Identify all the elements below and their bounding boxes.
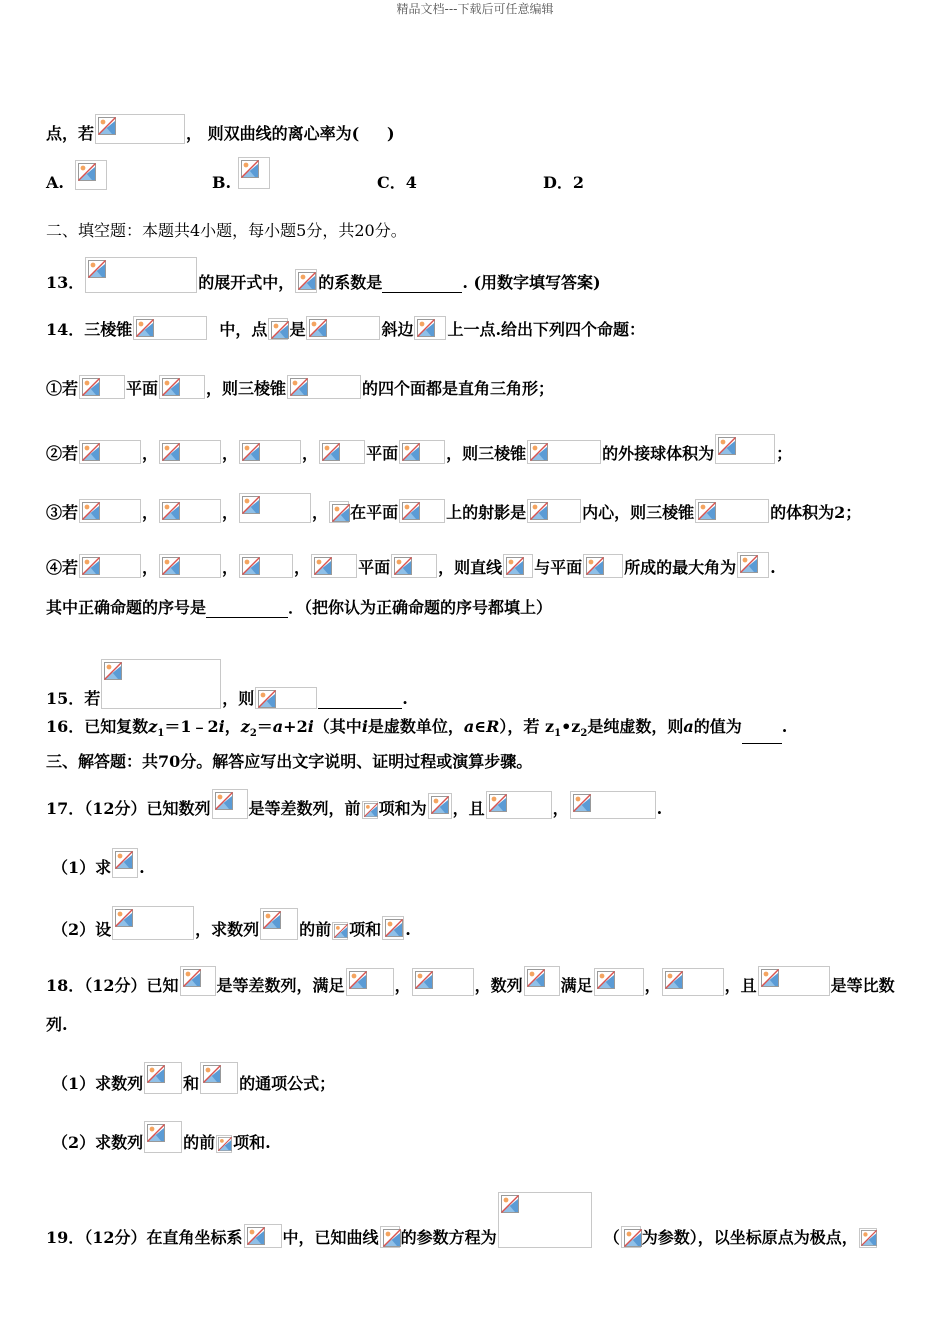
formula-image <box>662 968 724 996</box>
formula-image <box>144 1062 182 1094</box>
formula-image <box>180 966 216 996</box>
question-13: 13． 的展开式中， 的系数是 . (用数字填写答案) <box>46 257 601 293</box>
formula-image <box>159 375 205 399</box>
page-header: 精品文档---下载后可任意编辑 <box>396 2 554 16</box>
formula-image <box>159 554 221 578</box>
question-18-cont: 列. <box>46 1015 68 1034</box>
formula-image <box>79 440 141 464</box>
formula-image <box>399 499 445 523</box>
formula-image <box>428 793 452 819</box>
question-17-part-2: （2）设 ，求数列 的前 项和 . <box>52 906 411 940</box>
formula-image <box>260 908 298 940</box>
answer-blank[interactable] <box>318 708 402 709</box>
formula-image <box>859 1228 877 1248</box>
formula-image <box>255 687 317 709</box>
formula-image <box>79 499 141 523</box>
formula-image <box>594 968 644 996</box>
formula-image <box>329 501 349 523</box>
proposition-3: ③若 ， ， ， 在平面 上的射影是 内心，则三棱锥 的体积为2； <box>46 493 861 523</box>
formula-image <box>79 375 125 399</box>
formula-image <box>715 434 775 464</box>
formula-image <box>239 493 311 523</box>
formula-image <box>159 440 221 464</box>
formula-image <box>758 966 830 996</box>
formula-image <box>527 499 581 523</box>
formula-image <box>238 157 270 189</box>
question-18-part-2: （2）求数列 的前 项和. <box>52 1121 271 1153</box>
choice-d: D．2 <box>543 173 585 192</box>
formula-image <box>332 922 348 940</box>
formula-image <box>212 789 248 819</box>
choice-b: B. <box>212 173 232 192</box>
formula-image <box>75 160 107 190</box>
formula-image <box>583 554 623 578</box>
question-14: 14．三棱锥 中，点 是 斜边 上一点.给出下列四个命题： <box>46 316 645 340</box>
formula-image <box>287 375 361 399</box>
formula-image <box>319 440 365 464</box>
formula-image <box>486 791 552 819</box>
formula-image <box>570 791 656 819</box>
formula-image <box>159 499 221 523</box>
section-2-heading: 二、填空题：本题共4小题，每小题5分，共20分。 <box>46 221 407 240</box>
formula-image <box>380 1226 400 1248</box>
formula-image <box>268 318 288 340</box>
formula-image <box>306 316 380 340</box>
question-16: 16．已知复数$z_1=1﹣2i$，$z_2=a+2i$（其中i是虚数单位，a∈R），若 $z_1•z_2$是纯虚数，则a的值为 . <box>46 717 787 744</box>
formula-image <box>524 966 560 996</box>
question-14-prompt: 其中正确命题的序号是 ．（把你认为正确命题的序号都填上） <box>46 598 553 617</box>
formula-image <box>382 916 404 940</box>
question-12-tail: 点，若 ， 则双曲线的离心率为( ) <box>46 114 395 144</box>
formula-image <box>244 1224 282 1248</box>
formula-image <box>498 1192 592 1248</box>
formula-image <box>295 269 317 293</box>
formula-image <box>200 1062 238 1094</box>
question-17: 17．（12分）已知数列 是等差数列，前 项和为 ，且 ， . <box>46 789 662 819</box>
question-19: 19．（12分）在直角坐标系 中，已知曲线 的参数方程为 （ 为参数），以坐标原点为极点， <box>46 1192 878 1248</box>
formula-image <box>95 114 185 144</box>
formula-image <box>391 554 437 578</box>
formula-image <box>311 554 357 578</box>
section-3-heading: 三、解答题：共70分。解答应写出文字说明、证明过程或演算步骤。 <box>46 752 533 771</box>
formula-image <box>695 499 769 523</box>
question-18: 18．（12分）已知 是等差数列，满足 ， ，数列 满足 ， ，且 是等比数 <box>46 966 895 996</box>
formula-image <box>101 659 221 709</box>
proposition-2: ②若 ， ， ， 平面 ，则三棱锥 的外接球体积为 ； <box>46 434 792 464</box>
proposition-1: ①若 平面 ，则三棱锥 的四个面都是直角三角形； <box>46 375 554 399</box>
choice-a: A. <box>46 173 64 192</box>
formula-image <box>362 801 378 819</box>
choice-c: C．4 <box>377 173 417 192</box>
answer-blank[interactable] <box>206 617 288 618</box>
formula-image <box>737 552 769 578</box>
answer-blank[interactable] <box>742 743 782 744</box>
formula-image <box>414 316 446 340</box>
formula-image <box>112 848 138 878</box>
formula-image <box>144 1121 182 1153</box>
formula-image <box>527 440 601 464</box>
formula-image <box>133 316 207 340</box>
question-15: 15．若 ，则 . <box>46 659 408 709</box>
formula-image <box>216 1135 232 1153</box>
answer-blank[interactable] <box>382 292 462 293</box>
formula-image <box>112 906 194 940</box>
formula-image <box>346 968 394 996</box>
formula-image <box>412 968 474 996</box>
formula-image <box>503 554 533 578</box>
formula-image <box>79 554 141 578</box>
formula-image <box>239 554 293 578</box>
question-18-part-1: （1）求数列 和 的通项公式； <box>52 1062 335 1094</box>
question-17-part-1: （1）求 . <box>52 848 145 878</box>
formula-image <box>621 1226 641 1248</box>
proposition-4: ④若 ， ， ， 平面 ，则直线 与平面 所成的最大角为 . <box>46 552 776 578</box>
formula-image <box>399 440 445 464</box>
formula-image <box>85 257 197 293</box>
formula-image <box>239 440 301 464</box>
